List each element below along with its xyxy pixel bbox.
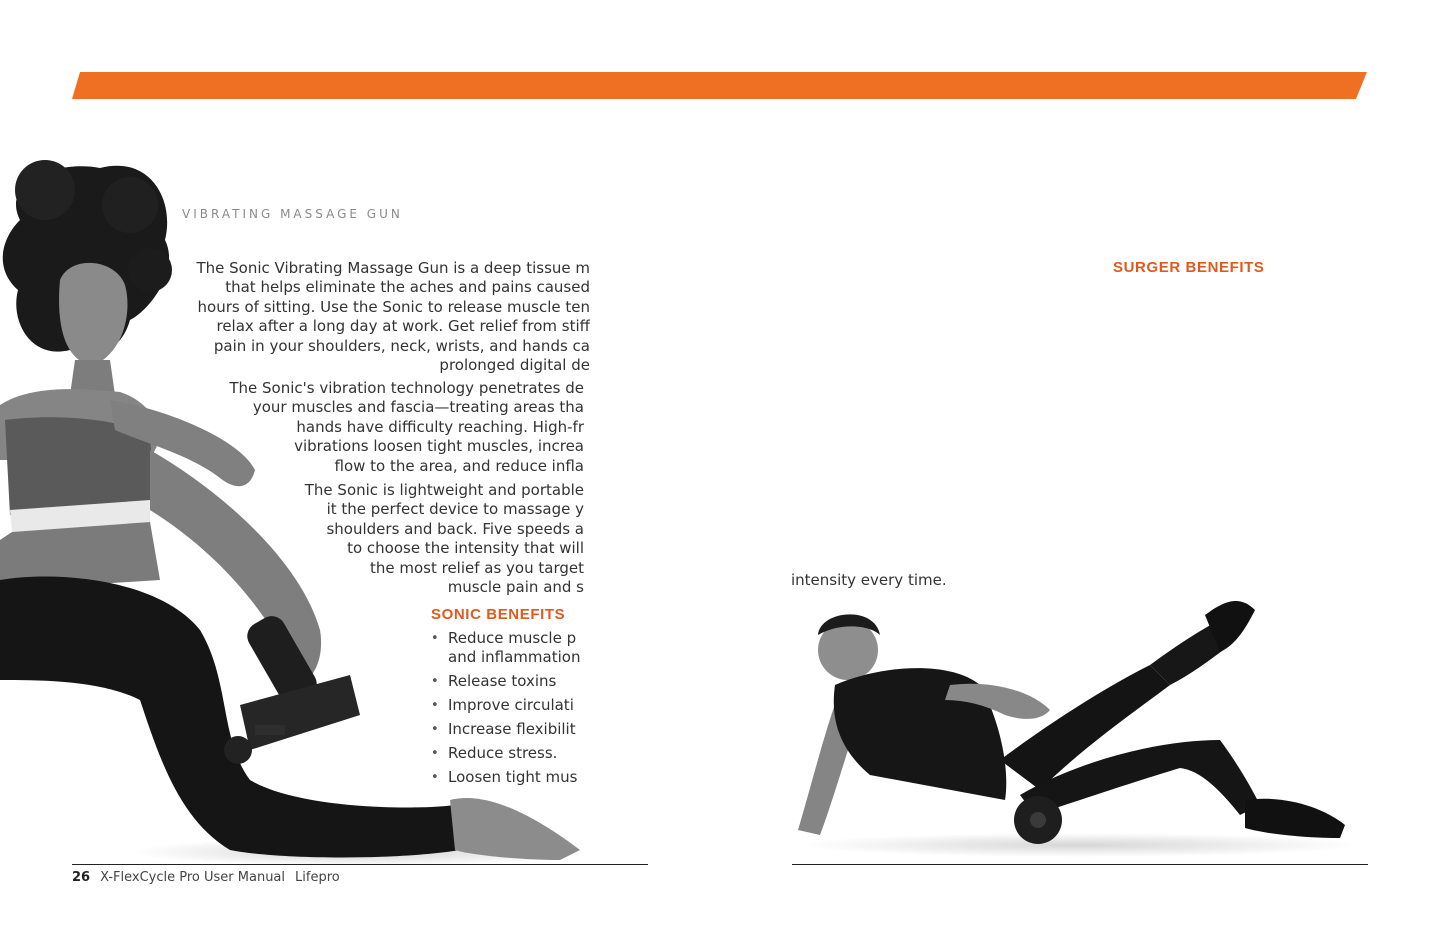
benefit-text: Improve circulati [448,696,574,715]
benefit-item [430,768,590,787]
paragraph-line: hours of sitting. Use the Sonic to release muscle ten [197,297,590,316]
benefit-item [430,744,590,763]
paragraph-line: relax after a long day at work. Get relief from stiff [216,317,590,336]
paragraph-line: prolonged digital de [439,355,590,374]
paragraph-line: pain in your shoulders, neck, wrists, and hands ca [213,336,590,355]
paragraph-line: flow to the area, and reduce infla [334,456,584,475]
bullet-icon: • [431,631,439,646]
bullet-icon: • [431,746,439,762]
paragraph-line: hands have difficulty reaching. High-fr [296,417,584,436]
benefit-text: Reduce stress. [448,744,558,763]
footer-rule-right [792,864,1368,865]
benefit-item [430,696,590,715]
surger-benefits-heading: SURGER BENEFITS [1113,259,1265,276]
vibration-paragraph [200,379,584,476]
paragraph-line: The Sonic's vibration technology penetrates de [229,379,584,397]
paragraph-line: muscle pain and s [447,577,584,596]
paragraph-line: it the perfect device to massage y [326,500,584,519]
bullet-icon: • [431,674,439,690]
paragraph-line: that helps eliminate the aches and pains caused [225,278,590,297]
section-label: VIBRATING MASSAGE GUN [182,207,403,221]
footer-rule-left [72,864,648,865]
page-number: 26 [72,870,91,885]
paragraph-line: shoulders and back. Five speeds a [326,519,584,538]
benefit-item [430,720,590,739]
brand-name: Lifepro [295,870,340,885]
manual-title: X-FlexCycle Pro User Manual [100,870,286,885]
benefit-text: Release toxins [448,672,557,691]
paragraph-line: your muscles and fascia—treating areas tha [252,398,584,417]
intro-paragraph [160,259,590,375]
paragraph-line: The Sonic is lightweight and portable [304,481,584,499]
paragraph-line: to choose the intensity that will [347,539,584,558]
orange-header-band [0,0,1440,120]
benefit-item [430,629,590,668]
benefit-text: Reduce muscle p and inflammation [448,629,581,667]
paragraph-line: vibrations loosen tight muscles, increa [294,437,584,456]
sonic-benefits-heading: SONIC BENEFITS [431,606,566,623]
paragraph-line: The Sonic Vibrating Massage Gun is a deep tissue m [196,259,590,277]
benefit-text: Loosen tight mus [448,767,578,786]
portability-paragraph [270,481,584,597]
benefit-text: Increase flexibilit [448,720,576,739]
bullet-icon: • [431,769,439,785]
intensity-text: intensity every time. [791,571,947,589]
bullet-icon: • [431,698,439,714]
paragraph-line: the most relief as you target [369,558,584,577]
sonic-benefits-list [430,629,590,792]
man-massage-ball-photo [780,590,1380,860]
bullet-icon: • [431,722,439,738]
page-footer [72,870,340,885]
benefit-item [430,672,590,691]
